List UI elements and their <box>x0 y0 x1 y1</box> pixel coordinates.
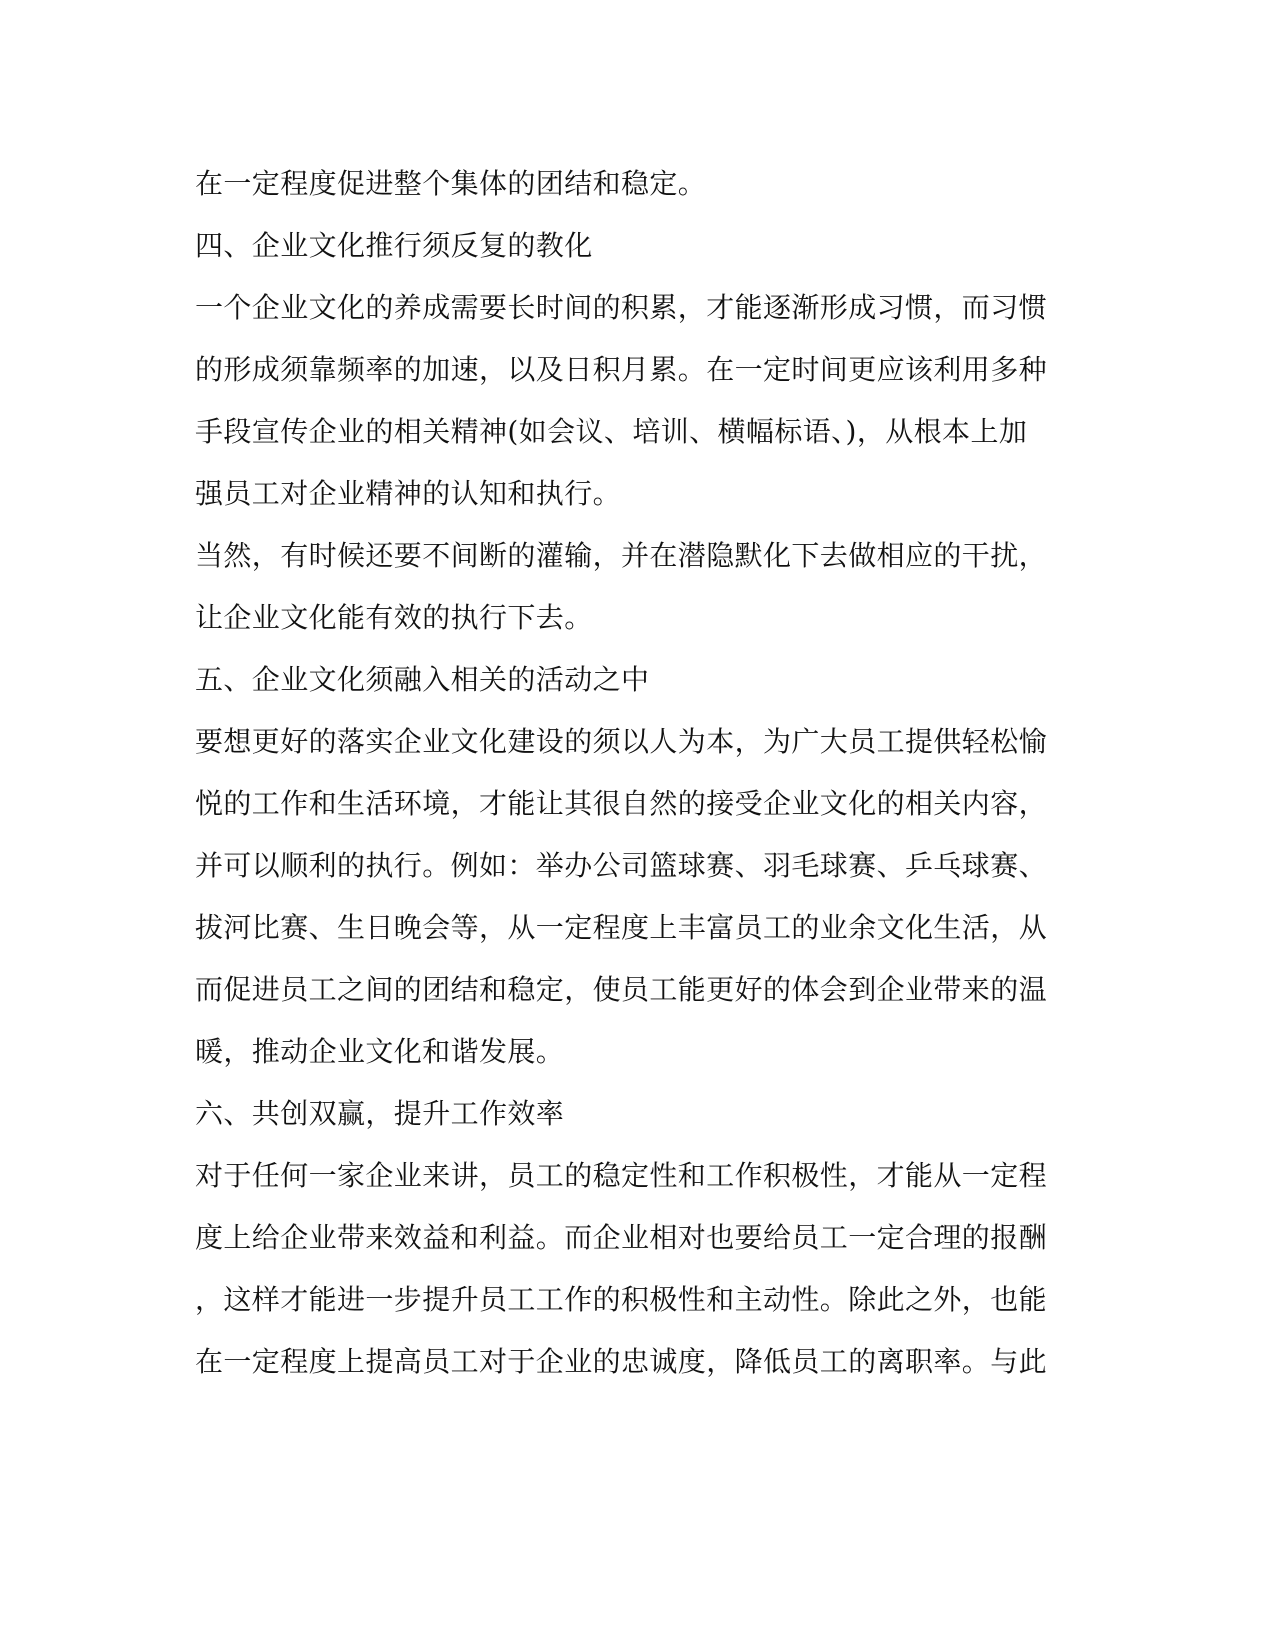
text-line: 要想更好的落实企业文化建设的须以人为本，为广大员工提供轻松愉 <box>195 725 1048 758</box>
text-line: 手段宣传企业的相关精神(如会议、培训、横幅标语、)，从根本上加 <box>195 415 1028 448</box>
text-line: 对于任何一家企业来讲，员工的稳定性和工作积极性，才能从一定程 <box>195 1159 1048 1192</box>
text-line: 在一定程度上提高员工对于企业的忠诚度，降低员工的离职率。与此 <box>195 1345 1048 1378</box>
text-line: 度上给企业带来效益和利益。而企业相对也要给员工一定合理的报酬 <box>195 1221 1048 1254</box>
text-line: 的形成须靠频率的加速，以及日积月累。在一定时间更应该利用多种 <box>195 353 1048 386</box>
text-line: 并可以顺利的执行。例如：举办公司篮球赛、羽毛球赛、乒乓球赛、 <box>195 849 1048 882</box>
text-line: ，这样才能进一步提升员工工作的积极性和主动性。除此之外，也能 <box>195 1283 1048 1316</box>
text-line: 在一定程度促进整个集体的团结和稳定。 <box>195 167 707 200</box>
text-line: 而促进员工之间的团结和稳定，使员工能更好的体会到企业带来的温 <box>195 973 1048 1006</box>
text-line: 当然，有时候还要不间断的灌输，并在潜隐默化下去做相应的干扰， <box>195 539 1048 572</box>
section-heading: 六、共创双赢，提升工作效率 <box>195 1097 565 1130</box>
text-line: 让企业文化能有效的执行下去。 <box>195 601 593 634</box>
text-line: 悦的工作和生活环境，才能让其很自然的接受企业文化的相关内容， <box>195 787 1048 820</box>
text-line: 暖，推动企业文化和谐发展。 <box>195 1035 565 1068</box>
text-line: 一个企业文化的养成需要长时间的积累，才能逐渐形成习惯，而习惯 <box>195 291 1048 324</box>
section-heading: 四、企业文化推行须反复的教化 <box>195 229 593 262</box>
text-line: 拔河比赛、生日晚会等，从一定程度上丰富员工的业余文化生活，从 <box>195 911 1048 944</box>
section-heading: 五、企业文化须融入相关的活动之中 <box>195 663 650 696</box>
text-line: 强员工对企业精神的认知和执行。 <box>195 477 622 510</box>
